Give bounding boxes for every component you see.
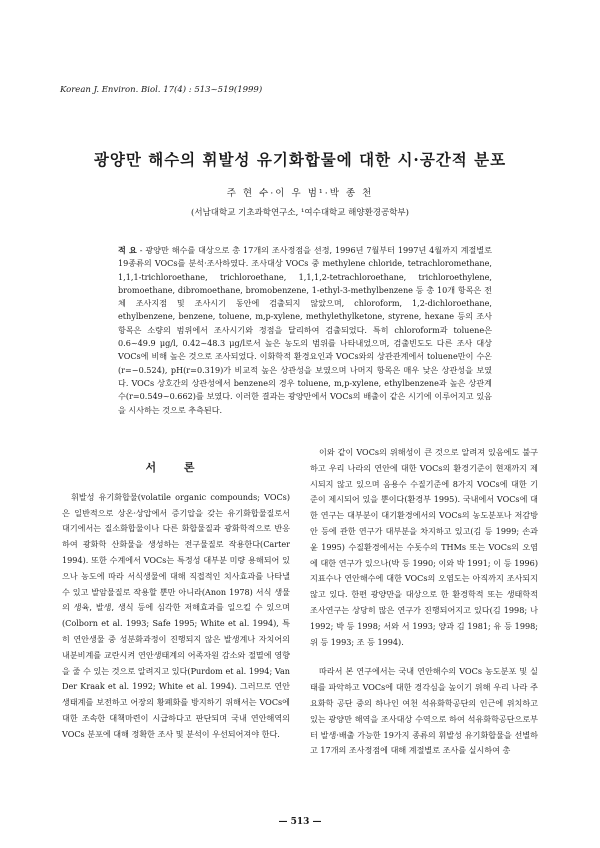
right-column bbox=[310, 445, 538, 759]
left-column bbox=[62, 460, 290, 743]
page-number: — 513 — bbox=[278, 817, 322, 827]
abstract bbox=[118, 244, 492, 417]
journal-citation: Korean J. Environ. Biol. 17(4) : 513~519(1999) bbox=[60, 85, 263, 95]
intro-paragraph-1: 휘발성 유기화합물(volatile organic compounds; VOCs)은 일반적으로 상온·상압에서 증기압을 갖는 유기화합물질로서 대기에서는 질소화합물이나 다른 화합물질과 광화학적으로 반응하여 광화학 산화물을 생성하는 전구물질로 작용한다(Carter 1994). 또한 수계에서 VOCs는 특정성 대부분 미량 용해되어 있으나 농도에 따라 서식생물에 대해 직접적인 치사효과를 나타낼 수 있고 발암물질로 작용할 뿐만 아니라(Anon 1978) 서식 생물의 생육, 발생, 생식 등에 심각한 저해효과를 일으킬 수 있으며(Colborn et al. 1993; Safe 1995; White et al. 1994), 특히 연안생물 중 성분화과정이 진행되지 않은 발생계나 자치어의 내분비계를 교란시켜 연안생태계의 어족자원 감소와 절멸에 영향을 줄 수 있는 것으로 알려지고 있다(Purdom et al. 1994; Van Der Kraak et al. 1992; White et al. 1994). 그러므로 연안생태계를 보전하고 어장의 황폐화를 방지하기 위해서는 VOCs에 대한 조속한 대책마련이 시급하다고 판단되며 국내 연안해역의 VOCs 분포에 대해 정확한 조사 및 분석이 우선되어져야 한다. bbox=[62, 491, 290, 739]
intro-paragraph-2: 이와 같이 VOCs의 위해성이 큰 것으로 알려져 있음에도 불구하고 우리 나라의 연안에 대한 VOCs의 환경기준이 현재까지 제시되지 않고 있으며 음용수 수질기준에 8가지 VOCs에 대한 기준이 제시되어 있을 뿐이다(환경부 1995). 국내에서 VOCs에 대한 연구는 대부분이 대기환경에서의 VOCs의 농도분포나 저감방안 등에 관한 연구가 대부분을 차지하고 있고(김 등 1999; 손과 윤 1995) 수질환경에서는 수돗수의 THMs 또는 VOCs의 오염에 대한 연구가 있으나(박 등 1990; 이와 박 1991; 이 등 1996) 지표수나 연안해수에 대한 VOCs의 오염도는 아직까지 조사되지 않고 있다. 한편 광양만을 대상으로 한 환경학적 또는 생태학적 조사연구는 상당히 많은 연구가 진행되어지고 있다(김 1998; 나 1992; 박 등 1998; 서와 서 1993; 양과 김 1981; 유 등 1998; 위 등 1993; 조 등 1994). bbox=[310, 447, 538, 647]
section-heading-introduction: 서 론 bbox=[145, 461, 207, 474]
intro-paragraph-3: 따라서 본 연구에서는 국내 연안해수의 VOCs 농도분포 및 실태를 파악하고 VOCs에 대한 경각심을 높이기 위해 우리 나라 주요화학 공단 중의 하나인 여천 석유화학공단의 인근에 위치하고 있는 광양만 해역을 조사대상 수역으로 하여 석유화학공단으로부터 발생·배출 가능한 19가지 종류의 휘발성 유기화합물을 선별하고 17개의 조사정점에 대해 계절별로 조사를 실시하여 총 bbox=[310, 666, 538, 756]
paper-title: 광양만 해수의 휘발성 유기화합물에 대한 시·공간적 분포 bbox=[93, 150, 507, 169]
affiliation: (서남대학교 기초과학연구소, ¹여수대학교 해양환경공학부) bbox=[191, 208, 409, 218]
author-list: 주 현 수·이 우 범¹·박 종 천 bbox=[226, 188, 374, 199]
abstract-text: - 광양만 해수를 대상으로 총 17개의 조사정점을 선정, 1996년 7월부터 1997년 4월까지 계절별로 19종류의 VOCs를 분석·조사하였다. 조사대상 VOCs 중 methylene chloride, tetrachloromethane, 1,1,1-trichloroethane, trichloroethane, 1,1,1,2-tetrachloroethane, trichloroethylene, bromoethane, dibromoethane, bromobenzene, 1-ethyl-3-methylbenzene 등 총 10개 항목은 전체 조사지점 및 조사시기 동안에 검출되지 않았으며, chloroform, 1,2-dichloroethane, ethylbenzene, benzene, toluene, m,p-xylene, methylethylketone, styrene, hexane 등의 조사항목은 소량의 범위에서 조사시기와 정점을 달리하여 검출되었다. 특히 chloroform과 toluene은 0.6~49.9 μg/l, 0.42~48.3 μg/l로서 높은 농도의 범위를 나타내었으며, 검출빈도도 다른 조사 대상 VOCs에 비해 높은 것으로 조사되었다. 이화학적 환경요인과 VOCs와의 상관관계에서 toluene만이 수온(r=−0.524), pH(r=0.319)가 비교적 높은 상관성을 보였으며 나머지 항목은 매우 낮은 상관성을 보였다. VOCs 상호간의 상관성에서 benzene의 경우 toluene, m,p-xylene, ethylbenzene과 높은 상관계수(r=0.549~0.662)를 보였다. 이러한 결과는 광양만에서 VOCs의 배출이 같은 시기에 이루어지고 있음을 시사하는 것으로 추측된다. bbox=[118, 245, 492, 415]
abstract-label: 적 요 bbox=[118, 245, 137, 255]
